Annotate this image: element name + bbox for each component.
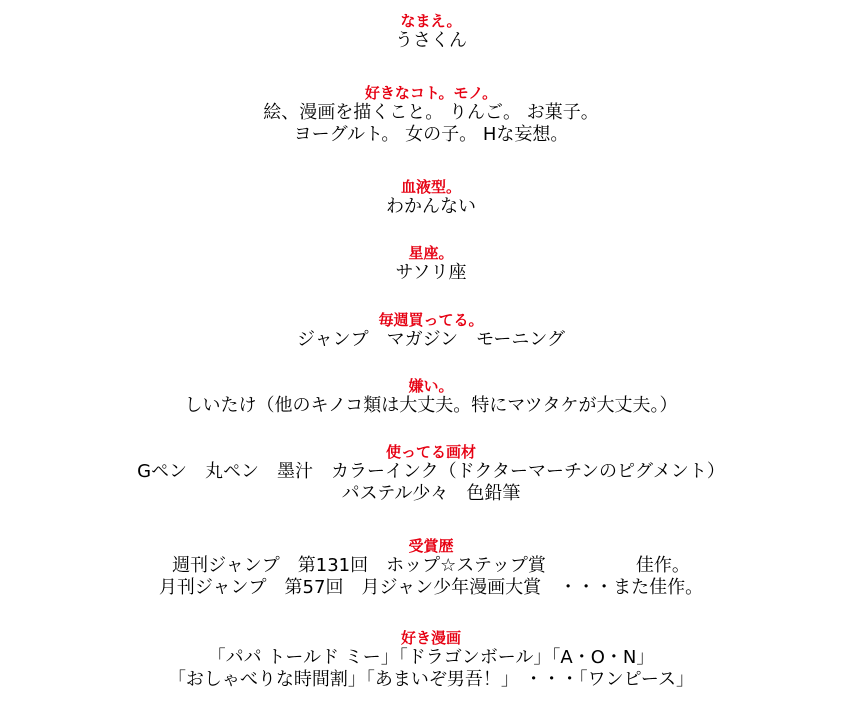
profile-section-star-sign [0,244,862,284]
art-tools-label: 使ってる画材 [385,443,476,461]
star-sign-value: サソリ座 [395,262,467,283]
awards-label: 受賞歴 [408,537,454,555]
favorite-manga-line-1: 「パパ トールド ミー」「ドラゴンボール」「A・O・N」 [207,647,655,668]
likes-line-2: ヨーグルト。 女の子。 Hな妄想。 [293,124,569,145]
favorite-manga-line-2: 「おしゃべりな時間割」「あまいぞ男吾！」 ・・・「ワンピース」 [167,669,695,690]
likes-label: 好きなコト。モノ。 [364,84,498,102]
weekly-reads-value: ジャンプ マガジン モーニング [296,329,566,350]
awards-line-1: 週刊ジャンプ 第131回 ホップ☆ステップ賞 佳作。 [172,555,690,576]
art-tools-line-1: Gペン 丸ペン 墨汁 カラーインク（ドクターマーチンのピグメント） [137,461,725,482]
profile-section-weekly-reads [0,311,862,351]
awards-line-2: 月刊ジャンプ 第57回 月ジャン少年漫画大賞 ・・・また佳作。 [158,577,704,598]
profile-section-blood-type [0,178,862,218]
blood-type-value: わかんない [386,196,476,217]
favorite-manga-label: 好き漫画 [400,629,461,647]
profile-section-likes [0,84,862,146]
profile-section-name [0,12,862,52]
dislikes-value: しいたけ（他のキノコ類は大丈夫。特にマツタケが大丈夫。） [184,395,678,416]
name-label: なまえ。 [400,12,462,30]
profile-section-favorite-manga [0,629,862,691]
art-tools-line-2: パステル少々 色鉛筆 [341,483,521,504]
likes-line-1: 絵、漫画を描くこと。 りんご。 お菓子。 [263,102,599,123]
profile-section-dislikes [0,377,862,417]
profile-section-art-tools [0,443,862,505]
star-sign-label: 星座。 [408,244,454,262]
name-value: うさくん [395,30,467,51]
profile-section-awards [0,537,862,599]
dislikes-label: 嫌い。 [408,377,454,395]
weekly-reads-label: 毎週買ってる。 [378,311,484,329]
blood-type-label: 血液型。 [400,178,461,196]
